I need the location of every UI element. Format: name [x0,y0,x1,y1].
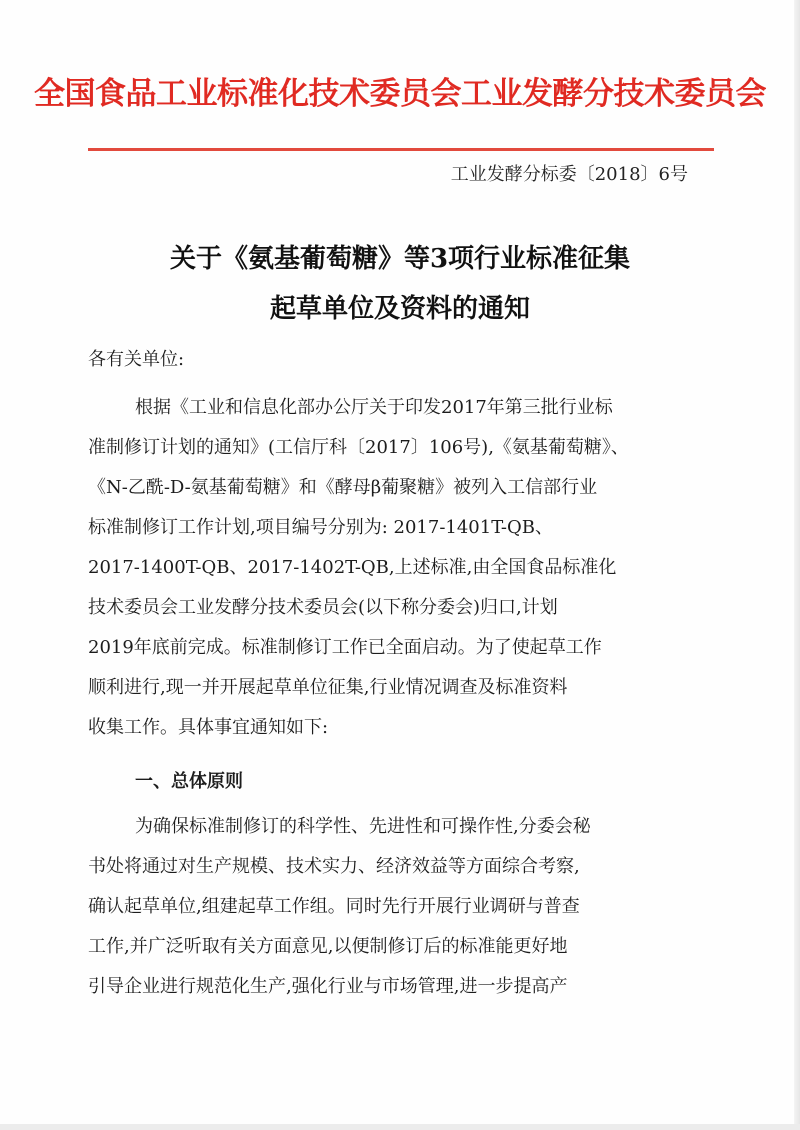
issuing-organization-header: 全国食品工业标准化技术委员会工业发酵分技术委员会 [34,76,766,112]
paragraph1-line-5: 2017-1400T-QB、2017-1402T-QB,上述标准,由全国食品标准化 [88,557,617,578]
section1-line-2: 书处将通过对生产规模、技术实力、经济效益等方面综合考察, [88,856,580,877]
paragraph1-line-7: 2019年底前完成。标准制修订工作已全面启动。为了使起草工作 [88,637,602,658]
section1-line-5: 引导企业进行规范化生产,强化行业与市场管理,进一步提高产 [88,976,568,997]
scan-edge-right [794,0,800,1130]
paragraph1-line-1: 根据《工业和信息化部办公厅关于印发2017年第三批行业标 [135,397,613,418]
paragraph1-line-2: 准制修订计划的通知》(工信厅科〔2017〕106号),《氨基葡萄糖》、 [88,437,629,458]
paragraph1-line-8: 顺利进行,现一并开展起草单位征集,行业情况调查及标准资料 [88,677,568,698]
section1-line-4: 工作,并广泛听取有关方面意见,以便制修订后的标准能更好地 [88,936,568,957]
salutation: 各有关单位: [88,349,185,370]
header-red-rule [88,148,714,151]
section1-line-1: 为确保标准制修订的科学性、先进性和可操作性,分委会秘 [135,816,591,837]
paragraph1-line-6: 技术委员会工业发酵分技术委员会(以下称分委会)归口,计划 [88,597,558,618]
document-title-line-1: 关于《氨基葡萄糖》等3项行业标准征集 [169,244,631,274]
paragraph1-line-3: 《N-乙酰-D-氨基葡萄糖》和《酵母β葡聚糖》被列入工信部行业 [88,477,598,498]
document-title-line-2: 起草单位及资料的通知 [269,294,530,324]
section-heading-general-principles: 一、总体原则 [135,771,243,792]
paragraph1-line-9: 收集工作。具体事宜通知如下: [88,717,329,738]
scan-edge-bottom [0,1124,800,1130]
paragraph1-line-4: 标准制修订工作计划,项目编号分别为: 2017-1401T-QB、 [88,517,553,538]
section1-line-3: 确认起草单位,组建起草工作组。同时先行开展行业调研与普查 [88,896,580,917]
document-number: 工业发酵分标委〔2018〕6号 [450,164,688,185]
